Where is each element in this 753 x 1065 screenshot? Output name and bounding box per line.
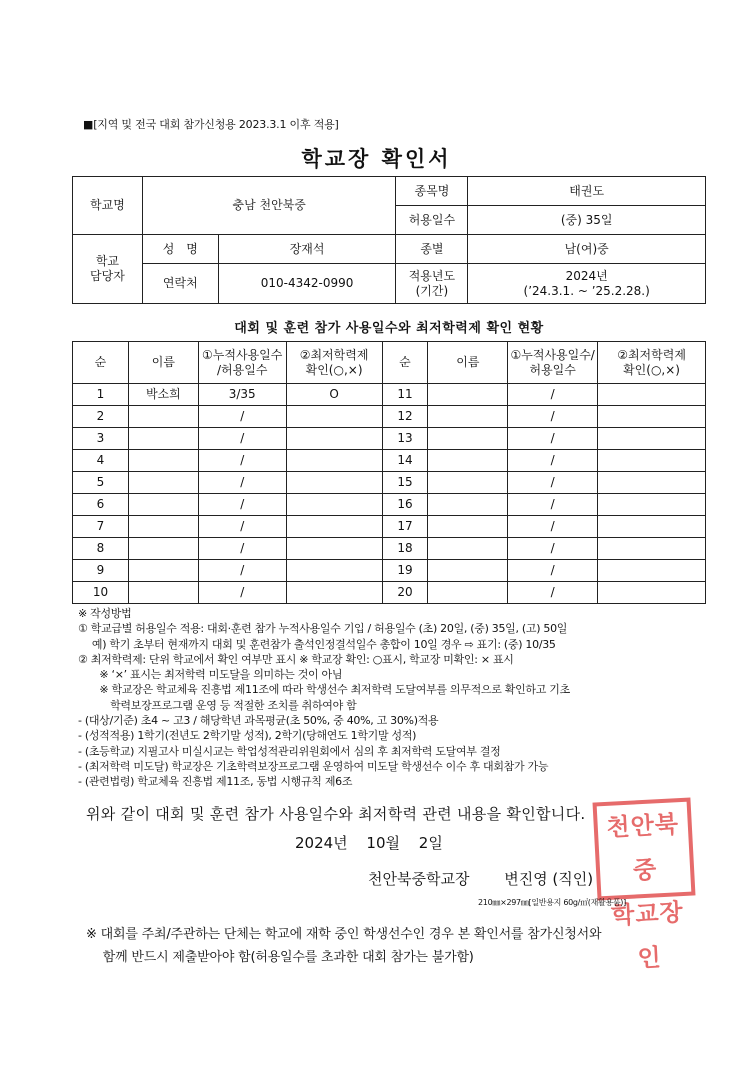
table-row (73, 538, 706, 560)
note-line: - (대상/기준) 초4 ~ 고3 / 해당학년 과목평균(초 50%, 중 40%, 고 30%)적용 (78, 714, 439, 728)
header-min-2: ②최저학력제 확인(○,×) (598, 342, 706, 384)
allowed-days-value: (중) 35일 (468, 206, 706, 235)
row-no: 16 (382, 494, 428, 516)
row-no: 17 (382, 516, 428, 538)
note-line: ※ ‘×’ 표시는 최저학력 미도달을 의미하는 것이 아님 (78, 668, 343, 682)
note-line: - (성적적용) 1학기(전년도 2학기말 성적), 2학기(당해연도 1학기말 성적) (78, 729, 417, 743)
row-min (598, 582, 706, 604)
row-min: O (286, 384, 382, 406)
manager-label: 학교 담당자 (73, 235, 143, 304)
section-heading: 대회 및 훈련 참가 사용일수와 최저학력제 확인 현황 (234, 321, 544, 336)
note-line: 학력보장프로그램 운영 등 적절한 조치를 취하여야 함 (78, 698, 357, 712)
event-value: 태권도 (468, 177, 706, 206)
row-min (286, 450, 382, 472)
contact-label: 연락처 (142, 264, 218, 304)
row-min (598, 406, 706, 428)
row-min (286, 406, 382, 428)
table-row (73, 516, 706, 538)
year-value: 2024년 (’24.3.1. ~ ’25.2.28.) (468, 264, 706, 304)
table-row (73, 472, 706, 494)
row-min (598, 450, 706, 472)
row-name (428, 450, 508, 472)
name-value: 장재석 (218, 235, 396, 264)
row-no: 13 (382, 428, 428, 450)
principal-signature: 천안북중학교장 변진영 (직인) (368, 870, 594, 888)
writing-instructions (78, 606, 718, 790)
row-days: / (508, 406, 598, 428)
row-no: 9 (73, 560, 129, 582)
row-no: 14 (382, 450, 428, 472)
header-days-2: ①누적사용일수/ 허용일수 (508, 342, 598, 384)
table-row (73, 450, 706, 472)
row-min (598, 472, 706, 494)
row-min (598, 516, 706, 538)
row-name (128, 450, 198, 472)
row-days: / (198, 494, 286, 516)
note-line: ※ 작성방법 (78, 607, 132, 620)
row-no: 18 (382, 538, 428, 560)
note-line: - (관련법령) 학교체육 진흥법 제11조, 동법 시행규칙 제6조 (78, 775, 353, 789)
row-min (286, 560, 382, 582)
header-min: ②최저학력제 확인(○,×) (286, 342, 382, 384)
row-days: / (508, 472, 598, 494)
name-label: 성 명 (142, 235, 218, 264)
table-row (73, 560, 706, 582)
row-min (598, 560, 706, 582)
row-name (128, 428, 198, 450)
note-line: ※ 학교장은 학교체육 진흥법 제11조에 따라 학생선수 최저학력 도달여부를 의무적으로 확인하고 기초 (78, 683, 570, 697)
official-seal: 천안북중 학교장인 (593, 798, 696, 901)
row-no: 2 (73, 406, 129, 428)
row-name (128, 516, 198, 538)
bottom-note: ※ 대회를 주최/주관하는 단체는 학교에 재학 중인 학생선수인 경우 본 확인서를 참가신청서와 함께 반드시 제출받아야 함(허용일수를 초과한 대회 참가는 불가함) (86, 927, 602, 965)
table-row (73, 494, 706, 516)
row-name (428, 582, 508, 604)
row-name (128, 538, 198, 560)
row-min (598, 428, 706, 450)
row-days: / (198, 450, 286, 472)
note-line: - (최저학력 미도달) 학교장은 기초학력보장프로그램 운영하여 미도달 학생선수 이수 후 대회참가 가능 (78, 759, 549, 773)
row-min (286, 494, 382, 516)
note-line: ② 최저학력제: 단위 학교에서 확인 여부만 표시 ※ 학교장 확인: ○표시, 학교장 미확인: × 표시 (78, 652, 514, 666)
table-row (73, 428, 706, 450)
row-no: 5 (73, 472, 129, 494)
gender-value: 남(여)중 (468, 235, 706, 264)
row-days: / (508, 494, 598, 516)
confirm-date: 2024년 10월 2일 (295, 834, 443, 852)
page-title: 학교장 확인서 (301, 147, 452, 171)
row-min (286, 516, 382, 538)
row-name (428, 472, 508, 494)
row-name (428, 494, 508, 516)
row-days: / (508, 582, 598, 604)
event-label: 종목명 (396, 177, 468, 206)
note-line: ① 학교급별 허용일수 적용: 대회·훈련 참가 누적사용일수 기입 / 허용일수 (초) 20일, (중) 35일, (고) 50일 (78, 622, 568, 636)
row-days: / (508, 516, 598, 538)
row-no: 8 (73, 538, 129, 560)
note-line: 예) 학기 초부터 현재까지 대회 및 훈련참가 출석인정결석일수 총합이 10일 경우 ⇨ 표기: (중) 10/35 (78, 637, 556, 651)
row-no: 3 (73, 428, 129, 450)
top-note: ■[지역 및 전국 대회 참가신청용 2023.3.1 이후 적용] (83, 118, 339, 131)
row-no: 6 (73, 494, 129, 516)
contact-value: 010-4342-0990 (218, 264, 396, 304)
row-name: 박소희 (128, 384, 198, 406)
row-days: / (198, 406, 286, 428)
table-row (73, 406, 706, 428)
table-row (73, 384, 706, 406)
row-min (286, 472, 382, 494)
row-min (286, 428, 382, 450)
header-name: 이름 (128, 342, 198, 384)
school-label: 학교명 (73, 177, 143, 235)
gender-label: 종별 (396, 235, 468, 264)
row-no: 19 (382, 560, 428, 582)
row-no: 11 (382, 384, 428, 406)
header-no-2: 순 (382, 342, 428, 384)
records-header-row (73, 342, 706, 384)
records-table (72, 341, 706, 604)
row-no: 15 (382, 472, 428, 494)
row-days: / (508, 428, 598, 450)
row-min (286, 538, 382, 560)
school-value: 충남 천안북중 (142, 177, 396, 235)
row-days: / (508, 450, 598, 472)
row-days: 3/35 (198, 384, 286, 406)
row-no: 7 (73, 516, 129, 538)
row-name (428, 384, 508, 406)
row-name (428, 406, 508, 428)
paper-spec: 210㎜×297㎜[일반용지 60g/㎡(재활용품)] (478, 898, 626, 907)
header-no: 순 (73, 342, 129, 384)
info-table-layout (72, 176, 706, 304)
row-min (598, 494, 706, 516)
row-days: / (508, 538, 598, 560)
row-no: 4 (73, 450, 129, 472)
row-days: / (198, 516, 286, 538)
row-days: / (508, 384, 598, 406)
confirm-statement: 위와 같이 대회 및 훈련 참가 사용일수와 최저학력 관련 내용을 확인합니다. (86, 805, 586, 823)
row-days: / (198, 428, 286, 450)
row-name (428, 538, 508, 560)
year-label: 적용년도 (기간) (396, 264, 468, 304)
row-name (128, 406, 198, 428)
table-row (73, 582, 706, 604)
row-days: / (508, 560, 598, 582)
row-days: / (198, 538, 286, 560)
row-days: / (198, 560, 286, 582)
header-days: ①누적사용일수 /허용일수 (198, 342, 286, 384)
row-min (598, 538, 706, 560)
allowed-days-label: 허용일수 (396, 206, 468, 235)
row-min (598, 384, 706, 406)
row-name (428, 560, 508, 582)
row-name (428, 428, 508, 450)
row-name (128, 472, 198, 494)
row-name (128, 560, 198, 582)
row-days: / (198, 472, 286, 494)
header-name-2: 이름 (428, 342, 508, 384)
row-no: 12 (382, 406, 428, 428)
row-name (128, 494, 198, 516)
row-days: / (198, 582, 286, 604)
row-no: 1 (73, 384, 129, 406)
row-no: 10 (73, 582, 129, 604)
row-no: 20 (382, 582, 428, 604)
row-min (286, 582, 382, 604)
note-line: - (초등학교) 지필고사 미실시교는 학업성적관리위원회에서 심의 후 최저학력 도달여부 결정 (78, 744, 501, 758)
row-name (128, 582, 198, 604)
row-name (428, 516, 508, 538)
